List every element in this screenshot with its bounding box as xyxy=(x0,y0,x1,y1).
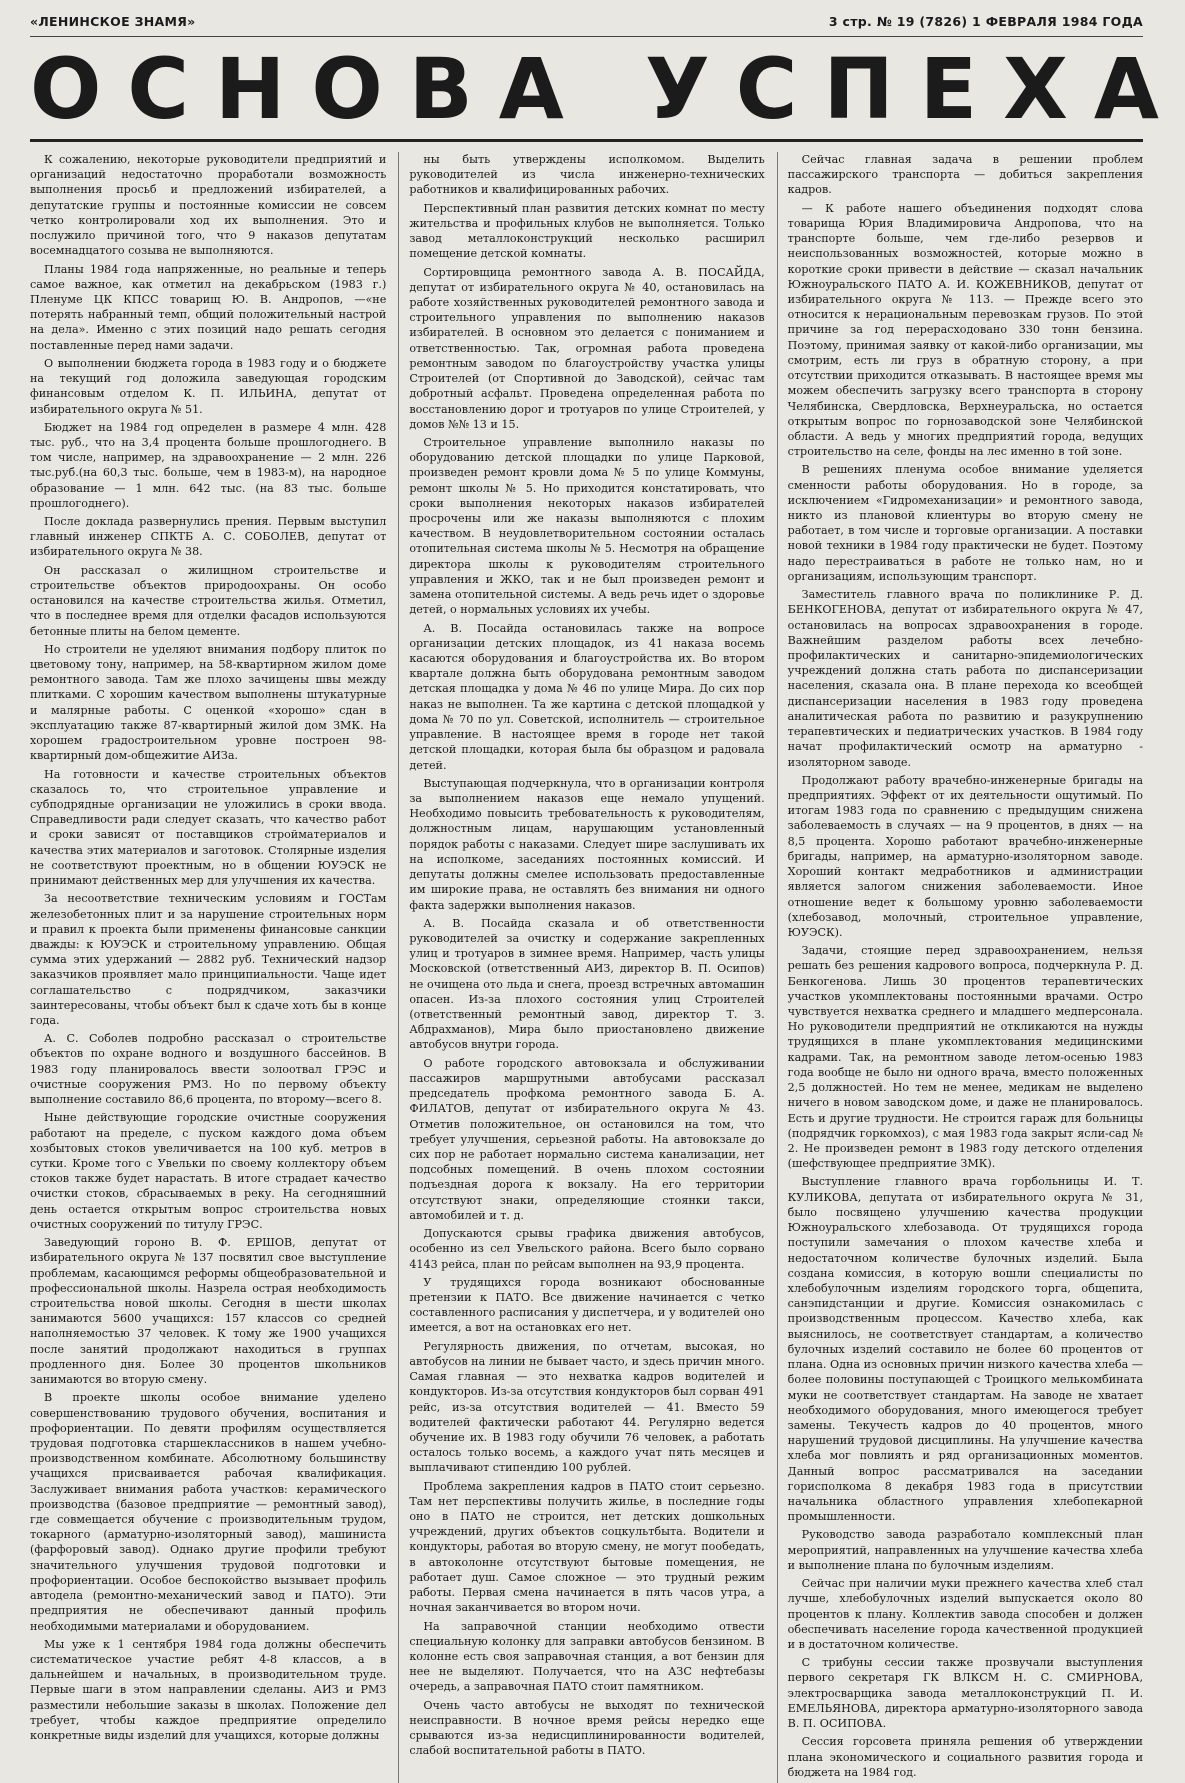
article-paragraph: ны быть утверждены исполкомом. Выделить руководителей из числа инженерно-технических работников и квалифицированных рабочих. xyxy=(409,153,765,197)
issue-info: 3 стр. № 19 (7826) 1 ФЕВРАЛЯ 1984 ГОДА xyxy=(828,14,1143,29)
article-paragraph: В решениях пленума особое внимание уделяется сменности работы оборудования. Но в городе, за исключением «Гидромеханизации» и ремонтного завода, никто из плановой клиентуры во вторую смену не работает, в том числе и торговые организации. А поставки новой техники в 1984 году практически не будет. Поэтому надо перестраиваться в работе не только нам, но и организациям, использующим транспорт. xyxy=(787,463,1143,583)
article-paragraph: Мы уже к 1 сентября 1984 года должны обеспечить систематическое участие ребят 4-8 классов, а в дальнейшем и начальных, в производительном труде. Первые шаги в этом направлении сделаны. АИЗ и РМЗ разместили небольшие заказы в школах. Положение дел требует, чтобы каждое предприятие определило конкретные виды изделий для учащихся, которые должны xyxy=(30,1637,387,1743)
article-paragraph: Очень часто автобусы не выходят по технической неисправности. В ночное время рейсы нередко еще срываются из-за недисциплинированности водителей, слабой воспитательной работы в ПАТО. xyxy=(409,1698,765,1758)
newspaper-name: «ЛЕНИНСКОЕ ЗНАМЯ» xyxy=(30,14,196,29)
article-paragraph: Выступающая подчеркнула, что в организации контроля за выполнением наказов еще немало упущений. Необходимо повысить требовательность к руководителям, должностным лицам, нарушающим установленный порядок работы с наказами. Следует шире заслушивать их на исполкоме, заседаниях постоянных комиссий. И депутаты должны смелее использовать предоставленные им широкие права, не оставлять без внимания ни одного факта задержки выполнения наказов. xyxy=(409,776,765,912)
article-paragraph: Регулярность движения, по отчетам, высокая, но автобусов на линии не бывает часто, и здесь причин много. Самая главная — это нехватка кадров водителей и кондукторов. Из-за отсутствия кондукторов был сорван 491 рейс, из-за отсутствия водителей — 41. Вместо 59 водителей фактически работают 44. Регулярно ведется обучение их. В 1983 году обучили 76 человек, а работать осталось только восемь, а каждого учат пять месяцев и выплачивают стипендию 100 рублей. xyxy=(409,1339,765,1475)
article-paragraph: Выступление главного врача горбольницы И. Т. КУЛИКОВА, депутата от избирательного округа № 31, было посвящено улучшению качества продукции Южноуральского хлебозавода. От трудящихся города поступили замечания о плохом качестве хлеба и недостаточном количестве булочных изделий. Была создана комиссия, в которую вошли специалисты по хлебобулочным изделиям городского торга, общепита, санэпидстанции и другие. Комиссия ознакомилась с производственным процессом. Качество хлеба, как выяснилось, не соответствует стандартам, а количество булочных изделий составило не более 60 процентов от плана. Одна из основных причин низкого качества хлеба — более половины поступающей с Троицкого мелькомбината муки не соответствует стандартам. На заводе не хватает необходимого оборудования, много имеющегося требует замены. Текучесть кадров до 40 процентов, много нарушений трудовой дисциплины. На улучшение качества хлеба мог повлиять и ряд организационных моментов. Данный вопрос рассматривался на заседании горисполкома 8 декабря 1983 года в присутствии начальника областного управления хлебопекарной промышленности. xyxy=(787,1175,1143,1524)
article-paragraph: Заведующий гороно В. Ф. ЕРШОВ, депутат от избирательного округа № 137 посвятил свое выступление проблемам, касающимся реформы общеобразовательной и профессиональной школы. Назрела острая необходимость строительства новой школы. Сегодня в шести школах занимаются 5600 учащихся: 157 классов со средней наполняемостью 37 человек. К тому же 1900 учащихся после занятий продолжают находиться в группах продленного дня. Более 30 процентов школьников занимаются во вторую смену. xyxy=(30,1236,387,1387)
article-paragraph: В проекте школы особое внимание уделено совершенствованию трудового обучения, воспитания и профориентации. По девяти профилям осуществляется трудовая подготовка старшеклассников в нашем учебно-производственном комбинате. Абсолютному большинству учащихся присваивается рабочая квалификация. Заслуживает внимания работа участков: керамического производства (базовое предприятие — ремонтный завод), где совмещается обучение с производительным трудом, токарного (арматурно-изоляторный завод), машиниста (фарфоровый завод). Однако другие профили требуют значительного улучшения трудовой подготовки и профориентации. Особое беспокойство вызывает профиль автодела (ремонтно-механический завод и ПАТО). Эти предприятия не обеспечивают данный профиль необходимыми материалами и оборудованием. xyxy=(30,1391,387,1633)
article-paragraph: О работе городского автовокзала и обслуживании пассажиров маршрутными автобусами рассказал председатель профкома ремонтного завода Б. А. ФИЛАТОВ, депутат от избирательного округа № 43. Отметив положительное, он остановился на том, что требует улучшения, серьезной работы. На автовокзале до сих пор не работает нормально система канализации, нет подсобных помещений. В очень плохом состоянии подъездная дорога к вокзалу. На его территории отсутствуют знаки, определяющие стоянки такси, автомобилей и т. д. xyxy=(409,1056,765,1222)
article-paragraph: — К работе нашего объединения подходят слова товарища Юрия Владимировича Андропова, что на транспорте больше, чем где-либо резервов и неиспользованных возможностей, которые можно в короткие сроки привести в действие — сказал начальник Южноуральского ПАТО А. И. КОЖЕВНИКОВ, депутат от избирательного округа № 113. — Прежде всего это относится к нерациональным перевозкам грузов. По этой причине за год перерасходовано 330 тонн бензина. Поэтому, принимая заявку от какой-либо организации, мы смотрим, есть ли груз в обратную сторону, а при отсутствии приходится отказывать. В настоящее время мы можем обеспечить загрузку всего транспорта в сторону Челябинска, Свердловска, Верхнеуральска, но остается открытым вопрос по горнозаводской зоне Челябинской области. А ведь у многих предприятий города, ведущих строительство на селе, фонды на лес именно в той зоне. xyxy=(787,201,1143,459)
headline-rule xyxy=(30,139,1143,142)
article-paragraph: А. С. Соболев подробно рассказал о строительстве объектов по охране водного и воздушного бассейнов. В 1983 году планировалось ввести золоотвал ГРЭС и очистные сооружения РМЗ. Но по первому объекту выполнение составило 86,6 процента, по второму—всего 8. xyxy=(30,1032,387,1107)
article-paragraph: О выполнении бюджета города в 1983 году и о бюджете на текущий год доложила заведующая городским финансовым отделом К. П. ИЛЬИНА, депутат от избирательного округа № 51. xyxy=(30,356,387,416)
page-header xyxy=(30,14,1143,37)
article-paragraph: После доклада развернулись прения. Первым выступил главный инженер СПКТБ А. С. СОБОЛЕВ, депутат от избирательного округа № 38. xyxy=(30,515,387,559)
article-paragraph: Продолжают работу врачебно-инженерные бригады на предприятиях. Эффект от их деятельности ощутимый. По итогам 1983 года по сравнению с предыдущим снижена заболеваемость в случаях — на 9 процентов, в днях — на 8,5 процента. Хорошо работают врачебно-инженерные бригады, например, на арматурно-изоляторном заводе. Хороший контакт медработников и администрации является залогом снижения заболеваемости. Иное отношение ведет к большому уровню заболеваемости (хлебозавод, молочный, строительное управление, ЮУЭСК). xyxy=(787,773,1143,939)
article-paragraph: Сейчас главная задача в решении проблем пассажирского транспорта — добиться закрепления кадров. xyxy=(787,153,1143,197)
article-paragraph: У трудящихся города возникают обоснованные претензии к ПАТО. Все движение начинается с четко составленного расписания у диспетчера, и у водителей оно имеется, а вот на остановках его нет. xyxy=(409,1275,765,1335)
article-paragraph: Сортировщица ремонтного завода А. В. ПОСАЙДА, депутат от избирательного округа № 40, остановилась на работе хозяйственных руководителей ремонтного завода и строительного управления по выполнению наказов избирателей. В основном это делается с пониманием и ответственностью. Так, огромная работа проведена ремонтным заводом по благоустройству участка улицы Строителей (от Спортивной до Заводской), сейчас там добротный асфальт. Проведена определенная работа по восстановлению дорог и тротуаров по улице Строителей, у домов №№ 13 и 15. xyxy=(409,265,765,431)
article-paragraph: Проблема закрепления кадров в ПАТО стоит серьезно. Там нет перспективы получить жилье, в последние годы оно в ПАТО не строится, нет детских дошкольных учреждений, других объектов соцкультбыта. Водители и кондукторы, работая во вторую смену, не могут пообедать, в автоколонне отсутствуют бытовые помещения, не работает душ. Самое сложное — это трудный режим работы. Первая смена начинается в пять часов утра, а ночная заканчивается во втором ночи. xyxy=(409,1479,765,1615)
article-paragraph: Допускаются срывы графика движения автобусов, особенно из сел Увельского района. Всего было сорвано 4143 рейса, план по рейсам выполнен на 93,9 процента. xyxy=(409,1227,765,1271)
article-paragraph: Сейчас при наличии муки прежнего качества хлеб стал лучше, хлебобулочных изделий выпускается около 80 процентов к плану. Коллектив завода способен и должен обеспечивать население города качественной продукцией и в достаточном количестве. xyxy=(787,1577,1143,1651)
article-paragraph: А. В. Посайда остановилась также на вопросе организации детских площадок, из 41 наказа восемь касаются оборудования и благоустройства их. Во втором квартале должна быть оборудована ремонтным заводом детская площадка у дома № 46 по улице Мира. До сих пор наказ не выполнен. Та же картина с детской площадкой у дома № 70 по ул. Советской, исполнитель — строительное управление. В настоящее время в городе нет такой детской площадки, которая была бы образцом и радовала детей. xyxy=(409,621,765,772)
article-paragraph: Он рассказал о жилищном строительстве и строительстве объектов природоохраны. Он особо остановился на качестве строительства жилья. Отметил, что в последнее время для отделки фасадов используются бетонные плиты на белом цементе. xyxy=(30,563,387,638)
article-paragraph: Перспективный план развития детских комнат по месту жительства и профильных клубов не выполняется. Только завод металлоконструкций несколько расширил помещение детской комнаты. xyxy=(409,201,765,261)
article-paragraph: Сессия горсовета приняла решения об утверждении плана экономического и социального развития города и бюджета на 1984 год. xyxy=(787,1735,1143,1779)
article-paragraph: За несоответствие техническим условиям и ГОСТам железобетонных плит и за нарушение строительных норм и правил к проекта были применены финансовые санкции дважды: к ЮУЭСК и строительному управлению. Общая сумма этих удержаний — 2882 руб. Технический надзор заказчиков проявляет мало принципиальности. Чаще идет соглашательство с подрядчиком, заказчики заинтересованы, чтобы объект был к сдаче хоть бы в конце года. xyxy=(30,892,387,1028)
article-paragraph: С трибуны сессии также прозвучали выступления первого секретаря ГК ВЛКСМ Н. С. СМИРНОВА, электросварщика завода металлоконструкций П. И. ЕМЕЛЬЯНОВА, директора арматурно-изоляторного завода В. П. ОСИПОВА. xyxy=(787,1656,1143,1731)
headline: ОСНОВА УСПЕХА xyxy=(30,40,1185,138)
article-paragraph: К сожалению, некоторые руководители предприятий и организаций недостаточно проработали возможность выполнения просьб и предложений избирателей, а депутатские группы и постоянные комиссии не совсем четко контролировали ход их выполнения. Это и послужило причиной того, что 9 наказов депутатам восемнадцатого созыва не выполняются. xyxy=(30,153,387,258)
article-paragraph: Задачи, стоящие перед здравоохранением, нельзя решать без решения кадрового вопроса, подчеркнула Р. Д. Бенкогенова. Лишь 30 процентов терапевтических участков укомплектованы постоянными врачами. Остро чувствуется нехватка среднего и младшего медперсонала. Но руководители предприятий не откликаются на нужды трудящихся в плане укомплектования медицинскими кадрами. Так, на ремонтном заводе летом-осенью 1983 года вообще не было ни одного врача, вместо положенных 2,5 должностей. Но тем не менее, медикам не выделено ничего в новом заводском доме, и даже не планировалось. Есть и другие трудности. Не строится гараж для больницы (подрядчик горкомхоз), с мая 1983 года закрыт ясли-сад № 2. Не произведен ремонт в 1983 году детского отделения (шефствующее предприятие ЗМК). xyxy=(787,944,1143,1171)
article-paragraph: Строительное управление выполнило наказы по оборудованию детской площадки по улице Парковой, произведен ремонт кровли дома № 5 по улице Коммуны, ремонт школы № 5. Но приходится констатировать, что сроки выполнения некоторых наказов избирателей просрочены или же наказы выполняются с плохим качеством. В неудовлетворительном состоянии осталась отопительная система школы № 5. Несмотря на обращение директора школы к руководителям строительного управления и ЖКО, так и не был произведен ремонт и замена отопительной системы. А ведь речь идет о здоровье детей, о нормальных условиях их учебы. xyxy=(409,435,765,617)
article-paragraph: Бюджет на 1984 год определен в размере 4 млн. 428 тыс. руб., что на 3,4 процента больше прошлогоднего. В том числе, например, на здравоохранение — 2 млн. 226 тыс.руб.(на 60,3 тыс. больше, чем в 1983-м), на народное образование — 1 млн. 642 тыс. (на 83 тыс. больше прошлогоднего). xyxy=(30,420,387,510)
article-paragraph: На готовности и качестве строительных объектов сказалось то, что строительное управление и субподрядные организации не уложились в сроки ввода. Справедливости ради следует сказать, что качество работ и сроки зависят от поставщиков стройматериалов и качества этих материалов и заготовок. Столярные изделия не соответствуют проектным, но в общении ЮУЭСК не принимают действенных мер для улучшения их качества. xyxy=(30,767,387,888)
article-paragraph: Заместитель главного врача по поликлинике Р. Д. БЕНКОГЕНОВА, депутат от избирательного округа № 47, остановилась на вопросах здравоохранения в городе. Важнейшим разделом работы всех лечебно-профилактических и санитарно-эпидемиологических учреждений должна стать работа по диспансеризации населения, сказала она. В плане перехода ко всеобщей диспансеризации населения в 1983 году проведена аналитическая работа по развитию и разукрупнению терапевтических и педиатрических участков. В 1984 году начат профилактический осмотр на арматурно - изоляторном заводе. xyxy=(787,588,1143,769)
article-paragraph: Ныне действующие городские очистные сооружения работают на пределе, с пуском каждого дома объем хозбытовых стоков увеличивается на 100 куб. метров в сутки. Кроме того с Увельки по своему коллектору объем стоков также будет нарастать. В итоге страдает качество очистки стоков, сбрасываемых в реку. На сегодняшний день остается открытым вопрос строительства новых очистных сооружений по титулу ГРЭС. xyxy=(30,1111,387,1231)
article-paragraph: А. В. Посайда сказала и об ответственности руководителей за очистку и содержание закрепленных улиц и тротуаров в зимнее время. Например, часть улицы Московской (ответственный АИЗ, директор В. П. Осипов) не очищена ото льда и снега, проезд встречных автомашин опасен. Из-за плохого состояния улиц Строителей (ответственный ремонтный завод, директор Т. З. Абдрахманов), Мира было приостановлено движение автобусов внутри города. xyxy=(409,916,765,1052)
article-paragraph: Планы 1984 года напряженные, но реальные и теперь самое важное, как отметил на декабрьском (1983 г.) Пленуме ЦК КПСС товарищ Ю. В. Андропов, —«не потерять набранный темп, общий положительный настрой на дела». Именно с этих позиций надо решать сегодня поставленные перед нами задачи. xyxy=(30,262,387,352)
article-paragraph: Руководство завода разработало комплексный план мероприятий, направленных на улучшение качества хлеба и выполнение плана по булочным изделиям. xyxy=(787,1528,1143,1572)
article-paragraph: Но строители не уделяют внимания подбору плиток по цветовому тону, например, на 58-квартирном жилом доме ремонтного завода. Там же плохо зачищены швы между плитками. С хорошим качеством выполнены штукатурные и малярные работы. С оценкой «хорошо» сдан в эксплуатацию также 87-квартирный жилой дом ЗМК. На хорошем градостроительном уровне построен 98-квартирный дом-общежитие АИЗа. xyxy=(30,642,387,763)
article-paragraph: На заправочной станции необходимо отвести специальную колонку для заправки автобусов бензином. В колонне есть своя заправочная станция, а вот бензин для нее не выделяют. Получается, что на АЗС нефтебазы очередь, а заправочная ПАТО стоит памятником. xyxy=(409,1619,765,1694)
article-column-2 xyxy=(398,152,764,1783)
article-body xyxy=(30,152,1143,1779)
article-column-3 xyxy=(777,152,1143,1783)
article-column-1 xyxy=(30,152,386,1783)
